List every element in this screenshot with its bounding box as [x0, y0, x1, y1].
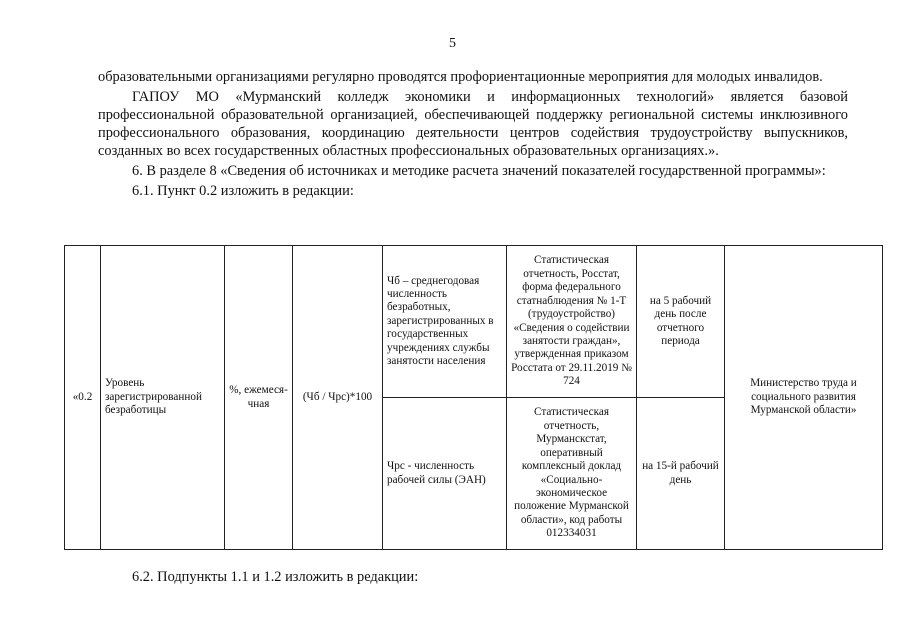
page-number: 5: [449, 36, 456, 51]
paragraph-1: образовательными организациями регулярно проводятся профориентационные мероприятия для молодых инвалидов.: [98, 69, 823, 85]
paragraph-3: 6. В разделе 8 «Сведения об источниках и методике расчета значений показателей государственной программы»:: [132, 163, 826, 179]
paragraph-2: ГАПОУ МО «Мурманский колледж экономики и информационных технологий» является базовой профессиональной образовательной организацией, обеспечивающей поддержку региональной системы инклюзивного профессионального образования, координацию деятельности центров содействия трудоустройству выпускников, созданных во всех государственных областных профессиональных образовательных организациях.».: [98, 89, 848, 159]
cell-deadline: на 15-й рабочий день: [637, 398, 725, 550]
cell-deadline: на 5 рабочий день после отчетного периода: [637, 246, 725, 398]
paragraph-footer: 6.2. Подпункты 1.1 и 1.2 изложить в редакции:: [132, 569, 419, 585]
cell-responsible: Министерство труда и социального развития Мурманской области»: [725, 246, 883, 550]
cell-source: Статистическая отчетность, Росстат, форма федерального статнаблюдения № 1-Т (трудоустройство) «Сведения о содействии занятости граждан», утвержденная приказом Росстата от 29.11.2019 № 724: [507, 246, 637, 398]
cell-number: «0.2: [65, 246, 101, 550]
cell-formula: (Чб / Чрс)*100: [293, 246, 383, 550]
cell-unit: %, ежемеся-чная: [225, 246, 293, 550]
table-row: [65, 246, 883, 398]
body-text: [98, 68, 848, 200]
paragraph-4: 6.1. Пункт 0.2 изложить в редакции:: [132, 183, 354, 199]
cell-variable: Чрс - численность рабочей силы (ЭАН): [383, 398, 507, 550]
cell-source: Статистическая отчетность, Мурманскстат, оперативный комплексный доклад «Социально-экономическое положение Мурманской области», код работы 012334031: [507, 398, 637, 550]
cell-indicator: Уровень зарегистрированной безработицы: [101, 246, 225, 550]
indicator-table: [64, 245, 883, 550]
cell-variable: Чб – среднегодовая численность безработных, зарегистрированных в государственных учреждениях службы занятости населения: [383, 246, 507, 398]
